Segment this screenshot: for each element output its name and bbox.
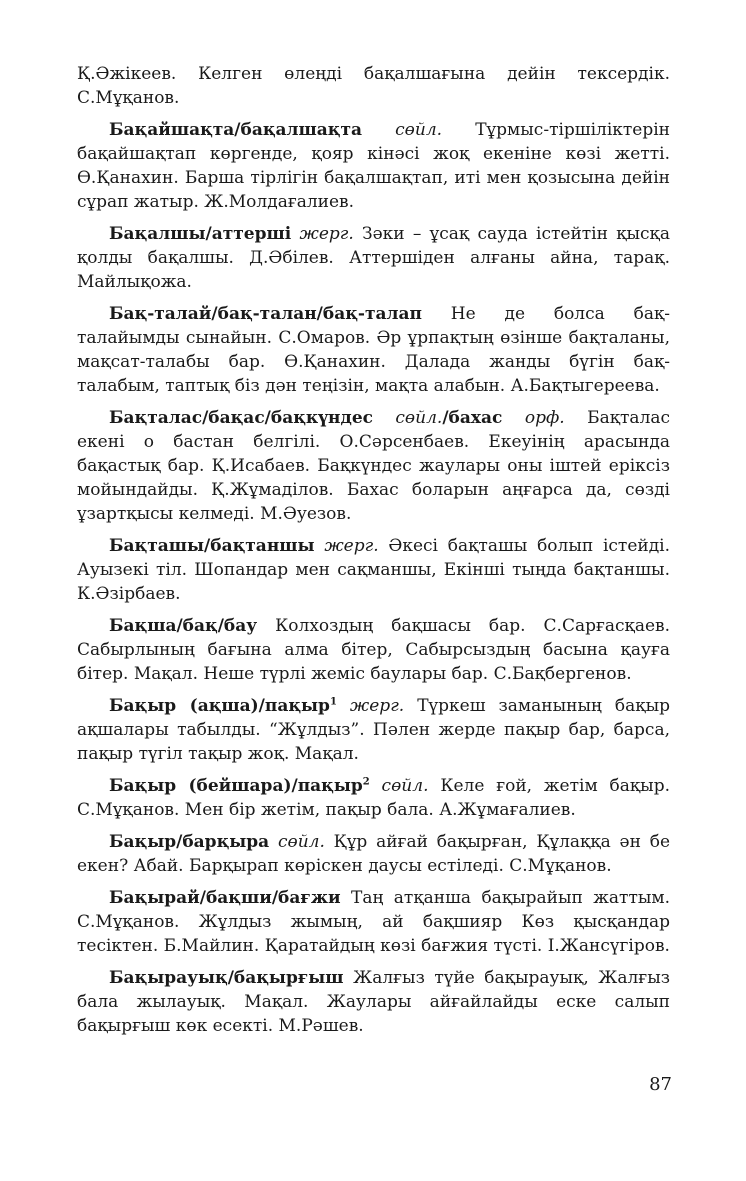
usage-mark: жерг.: [349, 696, 405, 716]
entry-headword: Бақ-талай/бақ-талан/бақ-талап: [109, 304, 422, 324]
entry-headword: Бақыр/барқыра: [109, 832, 270, 852]
dictionary-entry: [77, 614, 670, 686]
entry-text: Әкесі бақташы болып істейді. Ауызекі тіл. Шопандар мен сақманшы, Екінші тыңда бақтаншы. К.Әзірбаев.: [77, 536, 671, 604]
entry-text: Таң атқанша бақырайып жаттым. С.Мұқанов. Жұлдыз жымың, ай бақшияр Көз қысқандар тесіктен. Б.Майлин. Қаратайдың көзі бағжия түсті. І.Жансүгіров.: [77, 888, 671, 956]
entry-text: Келе ғой, жетім бақыр. С.Мұқанов. Мен бір жетім, пақыр бала. А.Жұмағалиев.: [77, 776, 670, 820]
entry-headword: Бақалшы/аттерші: [109, 224, 292, 244]
entry-text: Не де болса бақ-талайымды сынайын. С.Омаров. Әр ұрпақтың өзінше бақталаны, мақсат-талабы бар. Ө.Қанахин. Далада жанды бүгін бақ-талабым, таптық біз дән теңізін, мақта алабын. А.Бақтыгереева.: [77, 304, 670, 396]
dictionary-text: [77, 62, 670, 1046]
dictionary-entry: [77, 62, 670, 110]
dictionary-entry: [77, 966, 670, 1038]
entry-headword: Бақырай/бақши/бағжи: [109, 888, 341, 908]
entry-text: Қ.Әжікеев. Келген өлеңді бақалшағына дейін тексердік. С.Мұқанов.: [77, 64, 670, 108]
usage-mark: жерг.: [324, 536, 379, 556]
dictionary-entry: [77, 694, 670, 766]
entry-headword: Бақталас/бақас/бақкүндес: [109, 408, 373, 428]
entry-headword: Бақташы/бақтаншы: [109, 536, 315, 556]
entry-text: Зәки – ұсақ сауда істейтін қысқа қолды бақалшы. Д.Әбілев. Аттершіден алғаны айна, тарақ. Майлықожа.: [77, 224, 670, 292]
usage-mark: сөйл.: [395, 120, 443, 140]
homonym-number: 2: [362, 776, 370, 788]
usage-mark: жерг.: [299, 224, 354, 244]
entry-text: Түркеш заманының бақыр ақшалары табылды. “Жұлдыз”. Пәлен жерде пақыр бар, барса, пақыр түгіл тақыр жоқ. Мақал.: [77, 696, 671, 764]
dictionary-entry: [77, 534, 670, 606]
usage-mark: сөйл.: [395, 408, 443, 428]
usage-mark: сөйл.: [381, 776, 429, 796]
homonym-number: 1: [329, 696, 337, 708]
entry-headword-variant: /бахас: [442, 408, 503, 428]
entry-text: Колхоздың бақшасы бар. С.Сарғасқаев. Сабырлының бағына алма бітер, Сабырсыздың басына қауға бітер. Мақал. Неше түрлі жеміс баулары бар. С.Бақбергенов.: [77, 616, 670, 684]
entry-text: Жалғыз түйе бақырауық, Жалғыз бала жылауық. Мақал. Жаулары айғайлайды еске салып бақырғыш көк есекті. М.Рәшев.: [77, 968, 671, 1036]
dictionary-entry: [77, 302, 670, 398]
page-number: 87: [649, 1074, 672, 1095]
usage-mark: орф.: [524, 408, 565, 428]
entry-headword: Бақша/бақ/бау: [109, 616, 258, 636]
entry-headword: Бақыр (ақша)/пақыр: [109, 696, 330, 716]
entry-headword: Бақырауық/бақырғыш: [109, 968, 344, 988]
dictionary-entry: [77, 886, 670, 958]
dictionary-entry: [77, 222, 670, 294]
entry-headword: Бақайшақта/бақалшақта: [109, 120, 362, 140]
dictionary-entry: [77, 830, 670, 878]
dictionary-entry: [77, 774, 670, 822]
dictionary-entry: [77, 118, 670, 214]
entry-text: Құр айғай бақырған, Құлаққа ән бе екен? Абай. Барқырап көріскен даусы естіледі. С.Мұқанов.: [77, 832, 670, 876]
entry-headword: Бақыр (бейшара)/пақыр: [109, 776, 363, 796]
usage-mark: сөйл.: [277, 832, 325, 852]
dictionary-entry: [77, 406, 670, 526]
entry-text: Тұрмыс-тіршіліктерін бақайшақтап көргенде, қояр кінәсі жоқ екеніне көзі жетті. Ө.Қанахин. Барша тірлігін бақалшақтап, иті мен қозысына дейін сұрап жатыр. Ж.Молдағалиев.: [77, 120, 671, 212]
entry-text: Бақталас екені о бастан белгілі. О.Сәрсенбаев. Екеуінің арасында бақастық бар. Қ.Исабаев. Бақкүндес жаулары оны іштей еріксіз мойындайды. Қ.Жұмаділов. Бахас боларын аңғарса да, сөзді ұзартқысы келмеді. М.Әуезов.: [77, 408, 671, 524]
